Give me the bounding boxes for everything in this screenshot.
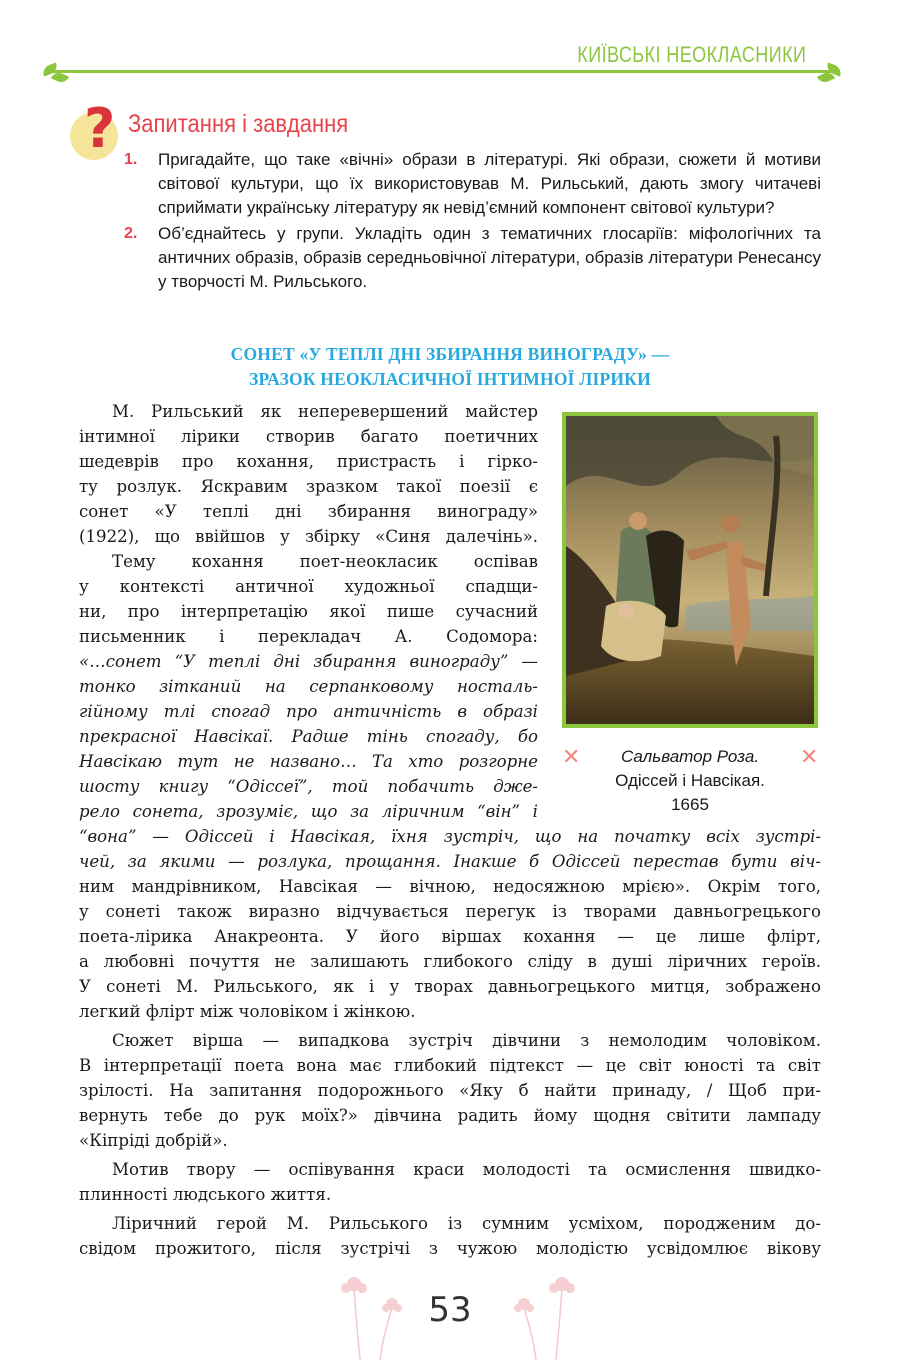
painting-image — [562, 412, 818, 728]
body-line: а любовні почуття не залишають глибокого сліду в душі ліричних героїв. — [79, 952, 821, 971]
body-line: тонко зітканий на серпанковому носталь- — [79, 677, 538, 696]
body-line: у контексті античної художньої спадщи- — [79, 577, 538, 596]
cross-mark-icon: ✕ — [562, 745, 581, 770]
body-line: Мотив твору — оспівування краси молодості та осмислення швидко- — [112, 1160, 821, 1179]
body-line: шедеврів про кохання, пристрасть і гірко- — [79, 452, 538, 471]
question-text: Пригадайте, що таке «вічні» образи в літературі. Які образи, сюжети й мотиви світової культури, що їх використовував М. Рильський, дають змогу читачеві сприймати українську літературу як невід’ємний компонент світової культури? — [158, 150, 821, 217]
body-line: інтимної лірики створив багато поетичних — [79, 427, 538, 446]
questions-list — [124, 148, 821, 296]
body-line: Тему кохання поет-неокласик оспівав — [112, 552, 538, 571]
body-line: «…сонет “У теплі дні збирання винограду” — — [79, 652, 538, 671]
body-line: свідом прожитого, після зустрічі з чужою молодістю усвідомлює вікову — [79, 1239, 821, 1258]
body-line: (1922), що ввійшов у збірку «Синя далечінь». — [79, 527, 538, 546]
body-line: письменник і перекладач А. Содомора: — [79, 627, 538, 646]
body-line: сонет «У теплі дні збирання винограду» — [79, 502, 538, 521]
body-line: прекрасної Навсікаї. Радше тінь спогаду, бо — [79, 727, 538, 746]
questions-title: Запитання і завдання — [128, 110, 349, 138]
body-line: М. Рильський як неперевершений майстер — [112, 402, 538, 421]
page-number: 53 — [428, 1290, 472, 1330]
section-heading-line2: ЗРАЗОК НЕОКЛАСИЧНОЇ ІНТИМНОЇ ЛІРИКИ — [249, 369, 651, 389]
body-line: Сюжет вірша — випадкова зустріч дівчини з немолодим чоловіком. — [112, 1031, 821, 1050]
header-divider — [52, 70, 838, 73]
painting-illustration — [566, 416, 814, 724]
body-line: «Кіпріді добрій». — [79, 1131, 228, 1150]
question-number: 2. — [124, 225, 138, 242]
question-text: Об’єднайтесь у групи. Укладіть один з тематичних глосаріїв: міфологічних та античних образів, образів середньовічної літератури, образів літератури Ренесансу у творчості М. Рильського. — [158, 224, 821, 291]
caption-title: Одіссей і Навсікая. — [615, 771, 765, 790]
question-item — [124, 148, 821, 220]
question-mark-icon: ? — [70, 112, 118, 160]
question-number: 1. — [124, 151, 138, 168]
body-line: гійному тлі спогад про античність в образі — [79, 702, 538, 721]
cross-mark-icon: ✕ — [800, 745, 819, 770]
body-line: плинності людського життя. — [79, 1185, 332, 1204]
body-line: Навсікаю тут не названо… Та хто розгорне — [79, 752, 538, 771]
section-heading-line1: СОНЕТ «У ТЕПЛІ ДНІ ЗБИРАННЯ ВИНОГРАДУ» — — [230, 344, 670, 364]
body-line: Ліричний герой М. Рильського із сумним усміхом, породженим до- — [112, 1214, 821, 1233]
body-line: чей, за якими — розлука, прощання. Інакше б Одіссей перестав бути віч- — [79, 852, 821, 871]
section-title: КИЇВСЬКІ НЕОКЛАСНИКИ — [576, 42, 806, 67]
body-line: ним мандрівником, Навсікая — вічною, недосяжною мрією». Окрім того, — [79, 877, 821, 896]
body-line: у сонеті також виразно відчувається перегук із творами давньогрецького — [79, 902, 821, 921]
body-line: рело сонета, зрозуміє, що за ліричним “він” і — [79, 802, 538, 821]
body-line: ни, про інтерпретацію якої пише сучасний — [79, 602, 538, 621]
body-line: поета-лірика Анакреонта. У його віршах кохання — це лише флірт, — [79, 927, 821, 946]
body-line: легкий флірт між чоловіком і жінкою. — [79, 1002, 416, 1021]
caption-year: 1665 — [671, 795, 709, 814]
caption-author: Сальватор Роза. — [620, 747, 760, 766]
figure-caption — [588, 745, 792, 817]
body-line: шосту книгу “Одіссеї”, той побачить дже- — [79, 777, 538, 796]
question-item — [124, 222, 821, 294]
body-line: вернуть тебе до рук моїх?» дівчина радить йому щодня світити лампаду — [79, 1106, 821, 1125]
body-line: В інтерпретації поета вона має глибокий підтекст — це світ юності та світ — [79, 1056, 821, 1075]
body-line: ту розлук. Яскравим зразком такої поезії є — [79, 477, 538, 496]
flower-icon — [330, 1268, 420, 1360]
body-line: “вона” — Одіссей і Навсікая, їхня зустріч, що на початку всіх зустрі- — [79, 827, 821, 846]
flower-icon — [496, 1268, 586, 1360]
body-line: зрілості. На запитання подорожнього «Яку б найти принаду, / Щоб при- — [79, 1081, 821, 1100]
body-line: У сонеті М. Рильського, як і у творах давньогрецького митця, зображено — [79, 977, 821, 996]
